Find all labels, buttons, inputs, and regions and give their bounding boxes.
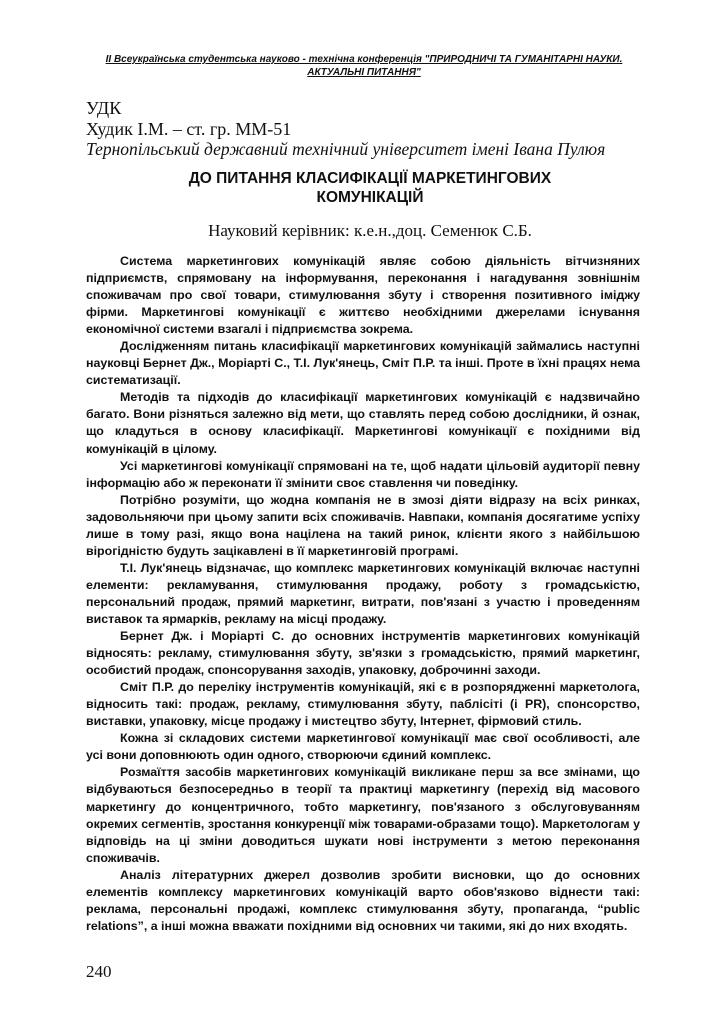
paper-title-line-2: КОМУНІКАЦІЙ <box>316 189 424 206</box>
paragraph: Бернет Дж. і Моріарті С. до основних інструментів маркетингових комунікацій відносять: рекламу, стимулювання збуту, зв'язки з громадськістю, прямий маркетинг, особистий продаж, спонсорування заходів, упаковку, доброчинні заходи. <box>86 629 640 678</box>
paragraph: Аналіз літературних джерел дозволив зробити висновки, що до основних елементів комплексу маркетингових комунікацій варто обов'язково віднести такі: реклама, персональні продажі, комплекс стимулювання збуту, пропаганда, “public relations”, а інші можна вважати похідними від основних чи такими, які до них входять. <box>86 867 640 933</box>
paragraph: Система маркетингових комунікацій являє собою діяльність вітчизняних підприємств, спрямовану на інформування, переконання і нагадування зовнішнім споживачам про свої товари, стимулювання збуту і створення позитивного іміджу фірми. Маркетингові комунікації є життєво необхідними джерелами існування економічної системи взагалі і підприємства зокрема. <box>86 254 640 337</box>
paragraph: Усі маркетингові комунікації спрямовані на те, щоб надати цільовій аудиторії певну інформацію або ж переконати її змінити своє ставлення чи поведінку. <box>86 458 640 490</box>
paragraph: Потрібно розуміти, що жодна компанія не в змозі діяти відразу на всіх ринках, задовольняючи при цьому запити всіх споживачів. Навпаки, компанія досягатиме успіху лише в тому разі, якщо вона націлена на такий ринок, клієнти якого з найбільшою вірогідністю будуть зацікавлені в її маркетинговій програмі. <box>86 492 640 558</box>
paragraph: Т.І. Лук'янець відзначає, що комплекс маркетингових комунікацій включає наступні елементи: рекламування, стимулювання продажу, роботу з громадськістю, персональний продаж, прямий маркетинг, витрати, пов'язані з участю і проведенням виставок та ярмарків, рекламу на місці продажу. <box>86 560 640 626</box>
supervisor-line: Науковий керівник: к.е.н.,доц. Семенюк С.Б. <box>208 221 532 240</box>
paragraph: Методів та підходів до класифікації маркетингових комунікацій є надзвичайно багато. Вони різняться залежно від мети, що ставлять перед собою дослідники, й ознак, що кладуться в основу класифікації. Маркетингові комунікації є похідними від комунікацій в цілому. <box>86 390 640 456</box>
paper-title <box>86 169 654 207</box>
conference-header <box>80 53 648 79</box>
paragraph: Кожна зі складових системи маркетингової комунікації має свої особливості, але усі вони доповнюють один одного, створюючи єдиний комплекс. <box>86 731 640 763</box>
conference-header-line-2: АКТУАЛЬНІ ПИТАННЯ" <box>307 67 421 78</box>
paragraph: Дослідженням питань класифікації маркетингових комунікацій займались наступні науковці Бернет Дж., Моріарті С., Т.І. Лук'янець, Сміт П.Р. та інші. Проте в їхні працях нема систематизації. <box>86 339 640 388</box>
page-number: 240 <box>86 962 112 981</box>
affiliation-line: Тернопільський державний технічний університет імені Івана Пулюя <box>86 139 606 159</box>
author-line: Худик І.М. – ст. гр. ММ-51 <box>86 119 292 139</box>
paragraph: Розмаїття засобів маркетингових комунікацій викликане перш за все змінами, що відбуваються безпосередньо в теорії та практиці маркетингу (перехід від масового маркетингу до концентричного, тобто маркетингу, пов'язаного з обслуговуванням окремих сегментів, зростання конкуренції між товарами-образами тощо). Маркетологам у відповідь на ці зміни доводиться шукати нові інструменти з метою переконання споживачів. <box>86 765 640 865</box>
paragraph: Сміт П.Р. до переліку інструментів комунікацій, які є в розпорядженні маркетолога, відносить такі: продаж, рекламу, стимулювання збуту, паблісіті (і PR), спонсорство, виставки, упаковку, місце продажу і мистецтво збуту, Інтернет, фірмовий стиль. <box>86 680 640 729</box>
body-text <box>86 253 640 935</box>
paper-title-line-1: ДО ПИТАННЯ КЛАСИФІКАЦІЇ МАРКЕТИНГОВИХ <box>188 170 552 187</box>
udk-label: УДК <box>86 98 122 118</box>
conference-header-line-1: II Всеукраїнська студентська науково - технічна конференція "ПРИРОДНИЧІ ТА ГУМАНІТАРНІ НАУКИ. <box>105 54 623 65</box>
